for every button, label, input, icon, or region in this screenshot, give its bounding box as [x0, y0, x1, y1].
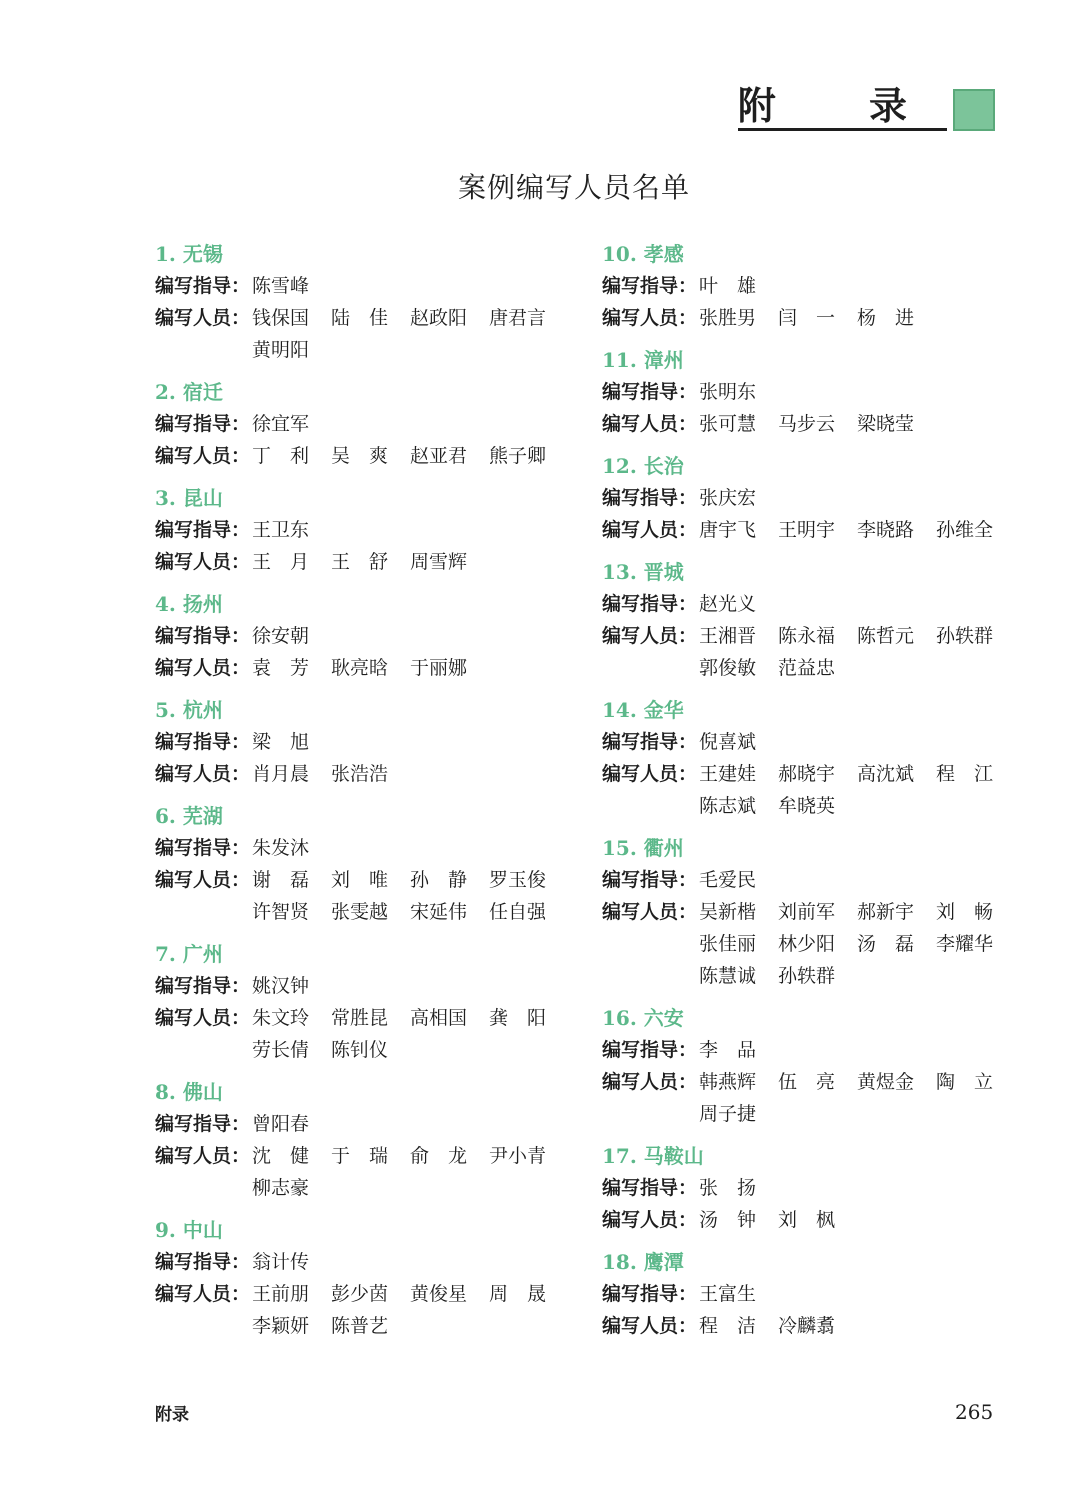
name-list: [252, 514, 572, 546]
writer-name: 马步云: [778, 413, 836, 435]
page-number: 265: [955, 1400, 994, 1424]
writers-row: [602, 1204, 1022, 1236]
guide-label: 编写指导：: [602, 869, 698, 891]
name-list: [252, 1246, 572, 1278]
name-list: [252, 832, 572, 864]
guide-row: [602, 588, 1022, 620]
writer-name: 龚 阳: [489, 1007, 547, 1029]
writers-label: 编写人员：: [155, 1145, 251, 1167]
guide-label: 编写指导：: [155, 413, 251, 435]
writers-row: [602, 514, 1022, 546]
appendix-title: 附 录: [738, 84, 947, 131]
guide-name: 曾阳春: [252, 1113, 310, 1135]
writer-name: 陈钊仪: [331, 1039, 389, 1061]
guide-label: 编写指导：: [155, 975, 251, 997]
city-heading: 9. 中山: [155, 1218, 223, 1242]
city-heading: 11. 漳州: [602, 348, 684, 372]
name-list: [252, 440, 572, 472]
city-heading: 15. 衢州: [602, 836, 684, 860]
name-list: [699, 864, 1019, 896]
city-heading: 4. 扬州: [155, 592, 223, 616]
name-list: [252, 652, 572, 684]
writer-name: 孙轶群: [778, 965, 836, 987]
writer-name: 周 晟: [489, 1283, 547, 1305]
appendix-header: [738, 84, 995, 131]
writer-name: 俞 龙: [410, 1145, 468, 1167]
city-section: [155, 938, 575, 1066]
writer-name: 王 舒: [331, 551, 389, 573]
city-section: [155, 588, 575, 684]
guide-row: [602, 482, 1022, 514]
name-list: [252, 970, 572, 1002]
writer-name: 孙维全: [936, 519, 994, 541]
writers-row: [155, 302, 575, 366]
writer-name: 张可慧: [699, 413, 757, 435]
city-section: [155, 1214, 575, 1342]
city-section: [602, 450, 1022, 546]
writer-name: 高相国: [410, 1007, 468, 1029]
writer-name: 丁 利: [252, 445, 310, 467]
writer-name: 程 江: [936, 763, 994, 785]
writer-name: 罗玉俊: [489, 869, 547, 891]
name-list: [699, 620, 1019, 684]
writer-name: 陈慧诚: [699, 965, 757, 987]
writer-name: 孙 静: [410, 869, 468, 891]
guide-row: [155, 620, 575, 652]
writer-name: 张浩浩: [331, 763, 389, 785]
guide-label: 编写指导：: [155, 731, 251, 753]
guide-row: [602, 726, 1022, 758]
guide-row: [155, 270, 575, 302]
writer-name: 唐君言: [489, 307, 547, 329]
guide-name: 叶 雄: [699, 275, 757, 297]
writer-name: 熊子卿: [489, 445, 547, 467]
guide-label: 编写指导：: [155, 519, 251, 541]
writers-row: [602, 1066, 1022, 1130]
writer-name: 陈志斌: [699, 795, 757, 817]
writers-label: 编写人员：: [155, 869, 251, 891]
city-section: [155, 482, 575, 578]
writer-name: 王明宇: [778, 519, 836, 541]
writer-name: 伍 亮: [778, 1071, 836, 1093]
city-heading: 14. 金华: [602, 698, 684, 722]
writers-label: 编写人员：: [602, 519, 698, 541]
writers-label: 编写人员：: [602, 1209, 698, 1231]
guide-row: [602, 1034, 1022, 1066]
writer-name: 朱文玲: [252, 1007, 310, 1029]
writers-label: 编写人员：: [155, 657, 251, 679]
writers-row: [155, 1278, 575, 1342]
writer-name: 汤 磊: [857, 933, 915, 955]
guide-name: 翁计传: [252, 1251, 310, 1273]
city-heading: 10. 孝感: [602, 242, 684, 266]
footer-section-label: 附录: [155, 1405, 189, 1425]
name-list: [252, 758, 572, 790]
city-heading: 8. 佛山: [155, 1080, 223, 1104]
city-section: [602, 694, 1022, 822]
writer-name: 耿亮晗: [331, 657, 389, 679]
city-section: [602, 1002, 1022, 1130]
writer-name: 牟晓英: [778, 795, 836, 817]
name-list: [699, 1278, 1019, 1310]
writer-name: 于丽娜: [410, 657, 468, 679]
green-tab-marker: [953, 89, 995, 131]
writers-row: [602, 758, 1022, 822]
writer-name: 孙轶群: [936, 625, 994, 647]
page-title: 案例编写人员名单: [457, 171, 690, 204]
writers-label: 编写人员：: [602, 413, 698, 435]
guide-row: [602, 270, 1022, 302]
writer-name: 陶 立: [936, 1071, 994, 1093]
guide-name: 姚汉钟: [252, 975, 310, 997]
writer-name: 冷麟翥: [778, 1315, 836, 1337]
writer-name: 郭俊敏: [699, 657, 757, 679]
writer-name: 沈 健: [252, 1145, 310, 1167]
guide-name: 王富生: [699, 1283, 757, 1305]
writer-name: 刘 枫: [778, 1209, 836, 1231]
writer-name: 陈普艺: [331, 1315, 389, 1337]
writers-label: 编写人员：: [155, 551, 251, 573]
writers-row: [155, 652, 575, 684]
name-list: [699, 1310, 1019, 1342]
writer-name: 周子捷: [699, 1103, 757, 1125]
name-list: [252, 302, 572, 366]
name-list: [252, 408, 572, 440]
writer-name: 杨 进: [857, 307, 915, 329]
name-list: [699, 482, 1019, 514]
writers-label: 编写人员：: [155, 445, 251, 467]
writers-label: 编写人员：: [155, 763, 251, 785]
guide-label: 编写指导：: [602, 593, 698, 615]
name-list: [252, 1278, 572, 1342]
name-list: [699, 1034, 1019, 1066]
guide-row: [155, 726, 575, 758]
writers-label: 编写人员：: [155, 1007, 251, 1029]
writer-name: 张胜男: [699, 307, 757, 329]
writer-name: 吴新楷: [699, 901, 757, 923]
writer-name: 彭少茵: [331, 1283, 389, 1305]
writer-name: 李颖妍: [252, 1315, 310, 1337]
guide-row: [155, 514, 575, 546]
writers-label: 编写人员：: [155, 1283, 251, 1305]
writer-name: 唐宇飞: [699, 519, 757, 541]
city-heading: 13. 晋城: [602, 560, 684, 584]
city-heading: 1. 无锡: [155, 242, 223, 266]
guide-label: 编写指导：: [602, 381, 698, 403]
writers-label: 编写人员：: [155, 307, 251, 329]
city-heading: 18. 鹰潭: [602, 1250, 684, 1274]
name-list: [699, 1066, 1019, 1130]
writers-label: 编写人员：: [602, 625, 698, 647]
writer-name: 王前朋: [252, 1283, 310, 1305]
writer-name: 韩燕辉: [699, 1071, 757, 1093]
writers-row: [155, 546, 575, 578]
name-list: [252, 1140, 572, 1204]
guide-label: 编写指导：: [155, 1113, 251, 1135]
name-list: [252, 1108, 572, 1140]
writer-name: 林少阳: [778, 933, 836, 955]
writer-name: 刘 畅: [936, 901, 994, 923]
guide-name: 李 品: [699, 1039, 757, 1061]
writer-name: 王湘晋: [699, 625, 757, 647]
name-list: [252, 864, 572, 928]
name-list: [699, 588, 1019, 620]
writer-name: 郝新宇: [857, 901, 915, 923]
writers-row: [155, 758, 575, 790]
writers-label: 编写人员：: [602, 901, 698, 923]
guide-row: [602, 376, 1022, 408]
name-list: [252, 620, 572, 652]
guide-name: 张 扬: [699, 1177, 757, 1199]
guide-row: [155, 408, 575, 440]
writers-row: [602, 896, 1022, 992]
left-column: [155, 238, 575, 1352]
writers-label: 编写人员：: [602, 1315, 698, 1337]
writer-name: 汤 钟: [699, 1209, 757, 1231]
writer-name: 陈永福: [778, 625, 836, 647]
writers-label: 编写人员：: [602, 763, 698, 785]
writer-name: 赵亚君: [410, 445, 468, 467]
name-list: [252, 546, 572, 578]
writer-name: 李耀华: [936, 933, 994, 955]
guide-name: 倪喜斌: [699, 731, 757, 753]
writer-name: 常胜昆: [331, 1007, 389, 1029]
writer-name: 黄明阳: [252, 339, 310, 361]
guide-row: [155, 1246, 575, 1278]
guide-row: [155, 832, 575, 864]
guide-row: [602, 864, 1022, 896]
writer-name: 高沈斌: [857, 763, 915, 785]
city-section: [602, 1246, 1022, 1342]
city-section: [155, 800, 575, 928]
writer-name: 程 洁: [699, 1315, 757, 1337]
guide-label: 编写指导：: [602, 275, 698, 297]
writer-name: 吴 爽: [331, 445, 389, 467]
guide-name: 徐宜军: [252, 413, 310, 435]
writers-row: [602, 408, 1022, 440]
city-section: [602, 556, 1022, 684]
guide-label: 编写指导：: [602, 1039, 698, 1061]
city-heading: 3. 昆山: [155, 486, 223, 510]
name-list: [252, 726, 572, 758]
guide-row: [602, 1172, 1022, 1204]
guide-row: [155, 1108, 575, 1140]
guide-label: 编写指导：: [602, 1283, 698, 1305]
writer-name: 陆 佳: [331, 307, 389, 329]
guide-name: 徐安朝: [252, 625, 310, 647]
guide-label: 编写指导：: [602, 487, 698, 509]
writer-name: 钱保国: [252, 307, 310, 329]
writers-row: [155, 1002, 575, 1066]
name-list: [699, 270, 1019, 302]
writer-name: 黄俊星: [410, 1283, 468, 1305]
name-list: [699, 408, 1019, 440]
guide-label: 编写指导：: [602, 731, 698, 753]
city-heading: 7. 广州: [155, 942, 223, 966]
city-section: [155, 694, 575, 790]
guide-name: 王卫东: [252, 519, 310, 541]
city-section: [602, 1140, 1022, 1236]
right-column: [602, 238, 1022, 1352]
writer-name: 赵政阳: [410, 307, 468, 329]
guide-name: 陈雪峰: [252, 275, 310, 297]
writers-label: 编写人员：: [602, 307, 698, 329]
name-list: [699, 726, 1019, 758]
writer-name: 陈哲元: [857, 625, 915, 647]
writer-name: 谢 磊: [252, 869, 310, 891]
guide-name: 张明东: [699, 381, 757, 403]
writer-name: 周雪辉: [410, 551, 468, 573]
writer-name: 张佳丽: [699, 933, 757, 955]
writer-name: 柳志豪: [252, 1177, 310, 1199]
name-list: [699, 514, 1019, 546]
city-heading: 2. 宿迁: [155, 380, 223, 404]
name-list: [699, 302, 1019, 334]
city-heading: 16. 六安: [602, 1006, 684, 1030]
writers-row: [602, 302, 1022, 334]
city-section: [155, 376, 575, 472]
city-section: [602, 238, 1022, 334]
guide-name: 朱发沐: [252, 837, 310, 859]
writer-name: 梁晓莹: [857, 413, 915, 435]
guide-name: 张庆宏: [699, 487, 757, 509]
name-list: [252, 270, 572, 302]
city-section: [155, 1076, 575, 1204]
writer-name: 于 瑞: [331, 1145, 389, 1167]
name-list: [252, 1002, 572, 1066]
guide-name: 梁 旭: [252, 731, 310, 753]
writer-name: 黄煜金: [857, 1071, 915, 1093]
writers-row: [602, 620, 1022, 684]
city-heading: 5. 杭州: [155, 698, 223, 722]
writer-name: 郝晓宇: [778, 763, 836, 785]
writers-row: [155, 440, 575, 472]
writer-name: 袁 芳: [252, 657, 310, 679]
name-list: [699, 376, 1019, 408]
writer-name: 许智贤: [252, 901, 310, 923]
writer-name: 闫 一: [778, 307, 836, 329]
guide-row: [602, 1278, 1022, 1310]
guide-name: 毛爱民: [699, 869, 757, 891]
writer-name: 李晓路: [857, 519, 915, 541]
writer-name: 刘前军: [778, 901, 836, 923]
writers-row: [155, 1140, 575, 1204]
guide-label: 编写指导：: [602, 1177, 698, 1199]
guide-label: 编写指导：: [155, 275, 251, 297]
name-list: [699, 758, 1019, 822]
guide-label: 编写指导：: [155, 625, 251, 647]
writers-label: 编写人员：: [602, 1071, 698, 1093]
guide-label: 编写指导：: [155, 1251, 251, 1273]
city-heading: 12. 长治: [602, 454, 684, 478]
guide-label: 编写指导：: [155, 837, 251, 859]
writer-name: 范益忠: [778, 657, 836, 679]
guide-row: [155, 970, 575, 1002]
writer-name: 宋延伟: [410, 901, 468, 923]
name-list: [699, 896, 1019, 992]
writer-name: 尹小青: [489, 1145, 547, 1167]
writers-row: [155, 864, 575, 928]
city-heading: 6. 芜湖: [155, 804, 223, 828]
writer-name: 王 月: [252, 551, 310, 573]
writer-name: 王建娃: [699, 763, 757, 785]
writer-name: 肖月晨: [252, 763, 310, 785]
writer-name: 劳长倩: [252, 1039, 310, 1061]
city-section: [155, 238, 575, 366]
name-list: [699, 1172, 1019, 1204]
guide-name: 赵光义: [699, 593, 757, 615]
writers-row: [602, 1310, 1022, 1342]
writer-name: 任自强: [489, 901, 547, 923]
writer-name: 张雯越: [331, 901, 389, 923]
writer-name: 刘 唯: [331, 869, 389, 891]
city-section: [602, 832, 1022, 992]
city-heading: 17. 马鞍山: [602, 1144, 704, 1168]
name-list: [699, 1204, 1019, 1236]
city-section: [602, 344, 1022, 440]
